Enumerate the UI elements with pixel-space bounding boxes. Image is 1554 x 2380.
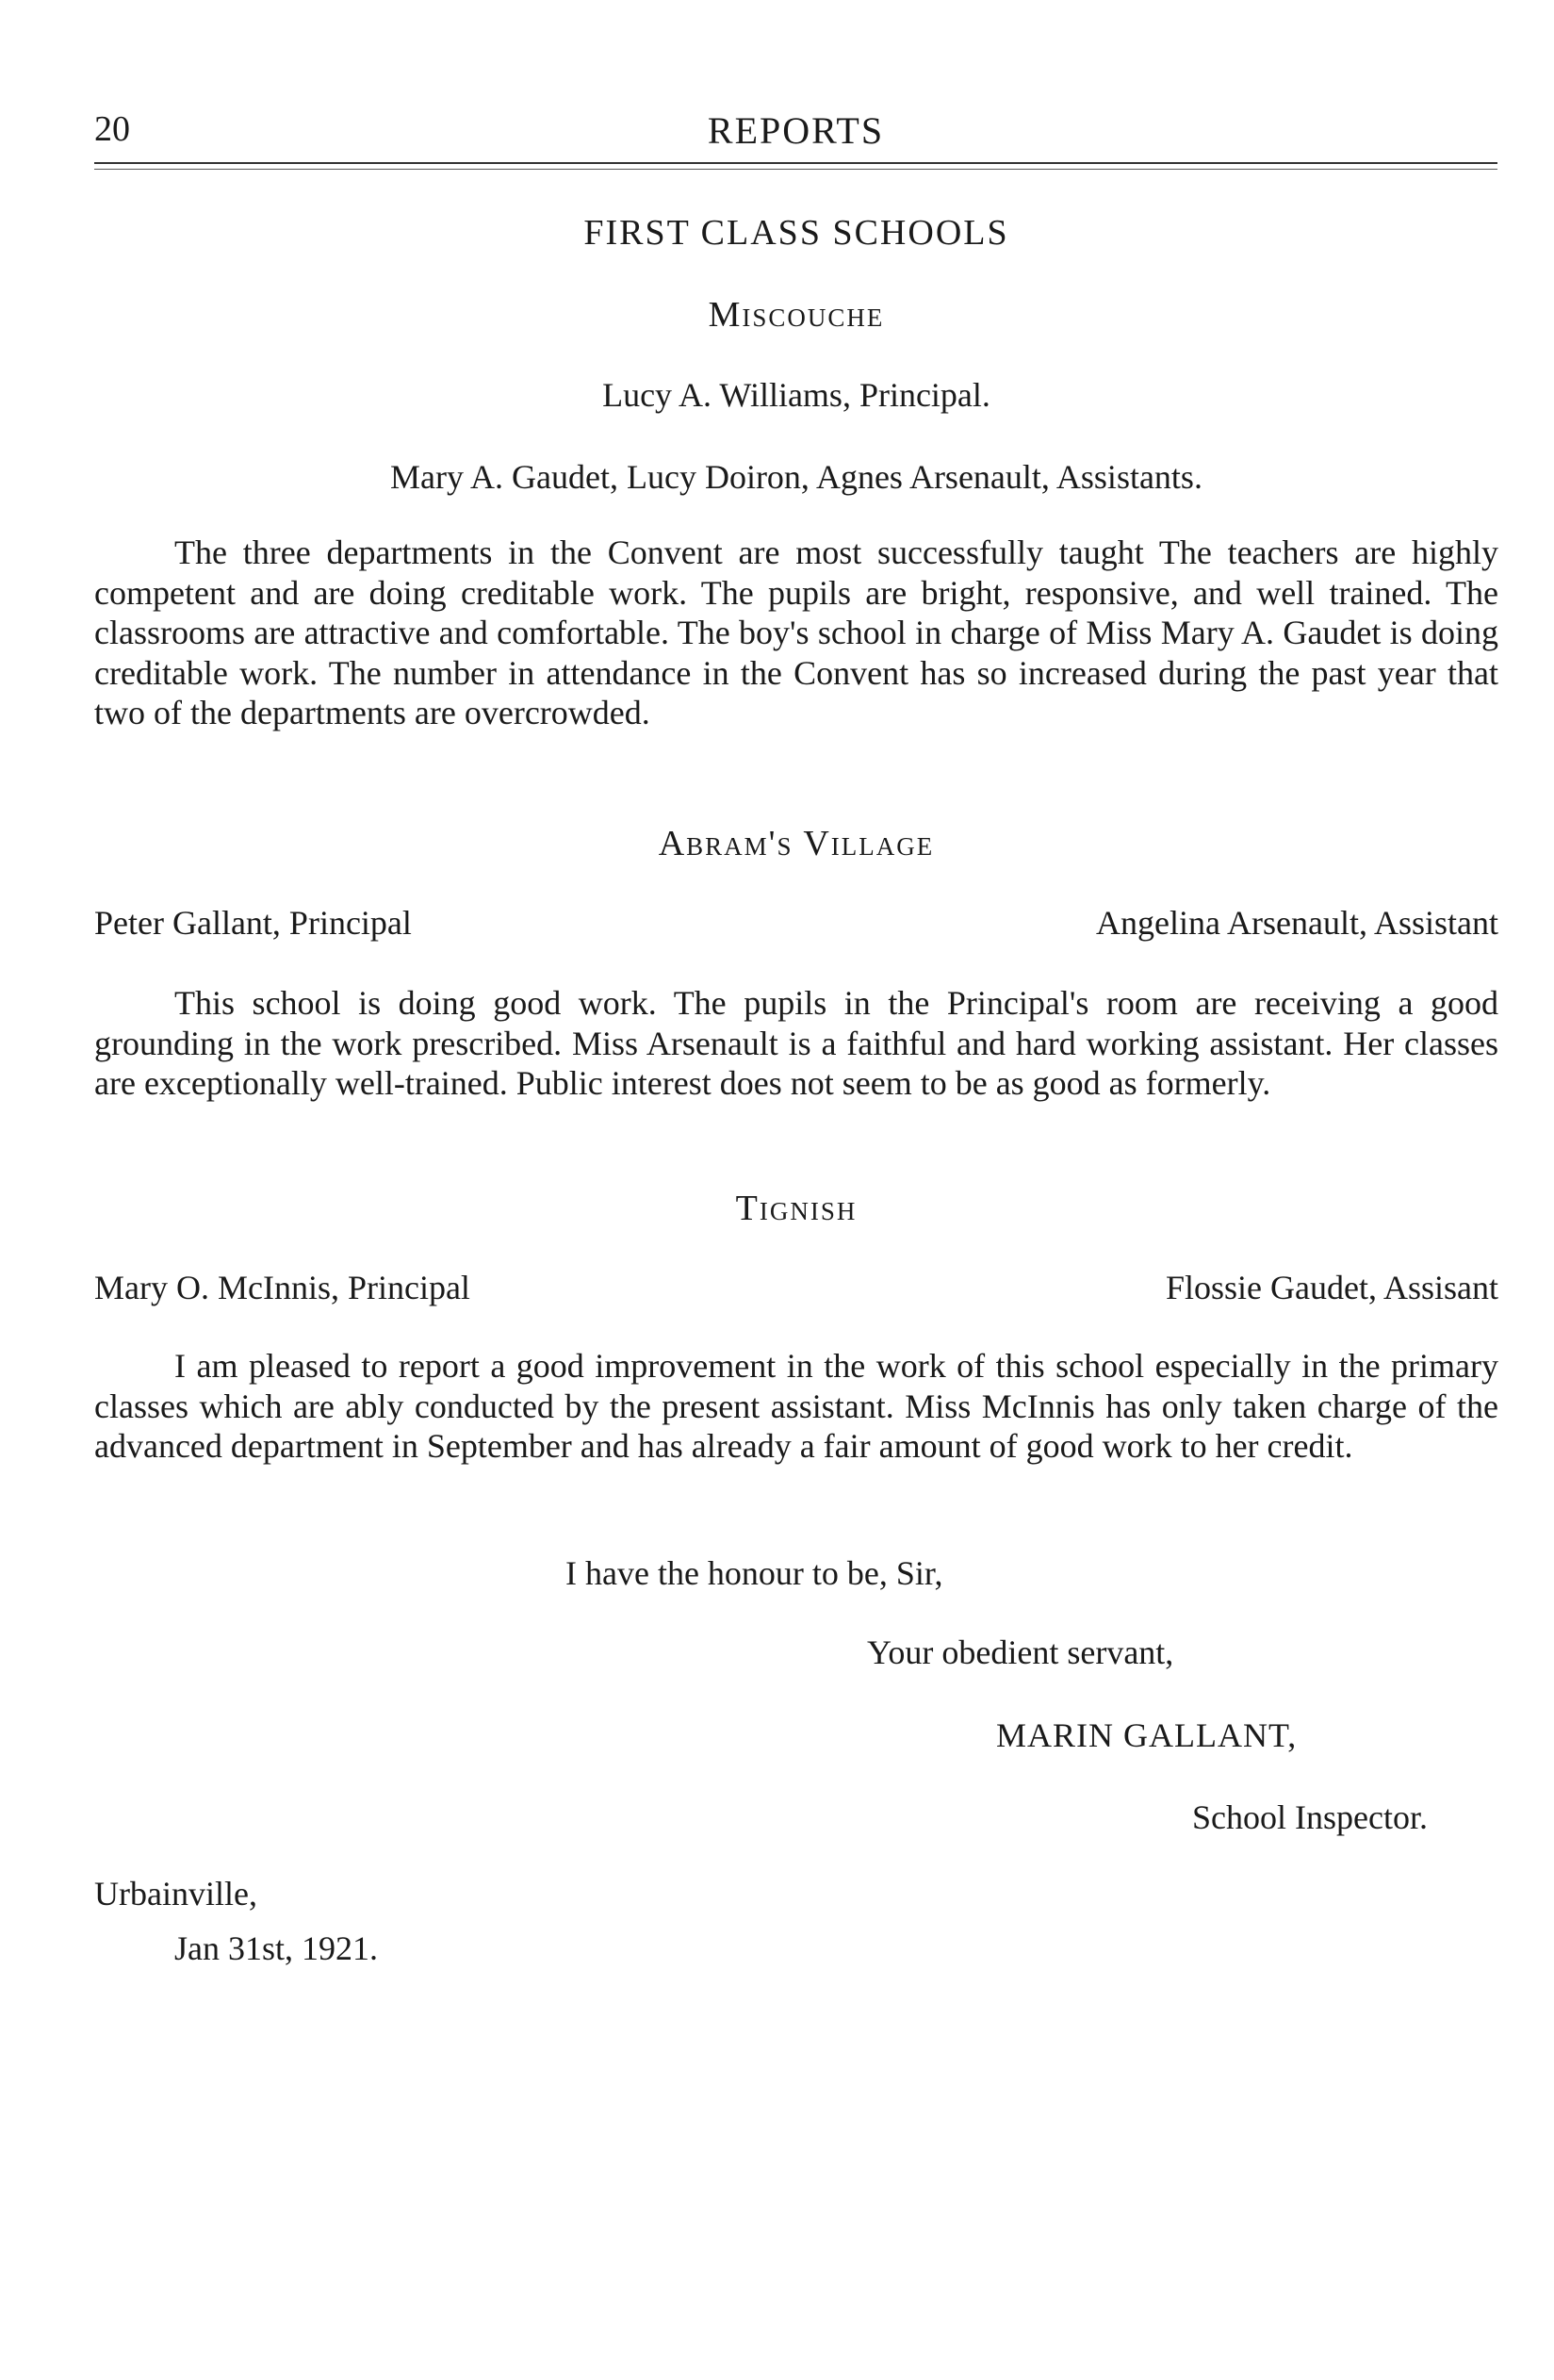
school-name-tignish: Tignish [735,1189,858,1228]
place-line: Urbainville, [94,1875,257,1912]
closing-complimentary: Your obedient servant, [867,1633,1174,1671]
staff-row-abrams-village [94,903,1498,943]
principal-miscouche: Lucy A. Williams, Principal. [602,376,990,414]
signer-title: School Inspector. [1192,1798,1428,1836]
date-line: Jan 31st, 1921. [174,1929,378,1967]
header-rule [94,162,1497,164]
header-rule-thin [94,169,1497,170]
school-name-abrams-village: Abram's Village [658,824,935,863]
running-head [94,108,1497,165]
assistant-tignish: Flossie Gaudet, Assisant [1165,1269,1498,1306]
section-title: FIRST CLASS SCHOOLS [583,213,1009,253]
report-miscouche: The three departments in the Convent are most successfully taught The teachers are highly competent and are doing creditable work. The pupils are bright, responsive, and well trained. The classrooms are attractive and comfortable. The boy's school in charge of Miss Mary A. Gaudet is doing creditable work. The number in attendance in the Convent has so increased during the past year that two of the departments are overcrowded. [94,533,1498,731]
report-tignish: I am pleased to report a good improvement in the work of this school especially in the primary classes which are ably conducted by the present assistant. Miss McInnis has only taken charge of the advanced department in September and has already a fair amount of good work to her credit. [94,1347,1498,1465]
signer-name: MARIN GALLANT, [996,1716,1298,1754]
page-number: 20 [94,109,130,149]
assistant-abrams-village: Angelina Arsenault, Assistant [1096,904,1498,942]
report-abrams-village: This school is doing good work. The pupils in the Principal's room are receiving a good grounding in the work prescribed. Miss Arsenault is a faithful and hard working assistant. Her classes are exceptionally well-trained. Public interest does not seem to be as good as formerly. [94,984,1498,1102]
principal-abrams-village: Peter Gallant, Principal [94,904,412,942]
assistants-miscouche: Mary A. Gaudet, Lucy Doiron, Agnes Arsenault, Assistants. [390,458,1202,496]
staff-row-tignish [94,1268,1498,1307]
principal-tignish: Mary O. McInnis, Principal [94,1269,470,1306]
school-name-miscouche: Miscouche [708,295,885,335]
closing-salutation: I have the honour to be, Sir, [565,1554,943,1592]
running-title: REPORTS [707,109,885,152]
